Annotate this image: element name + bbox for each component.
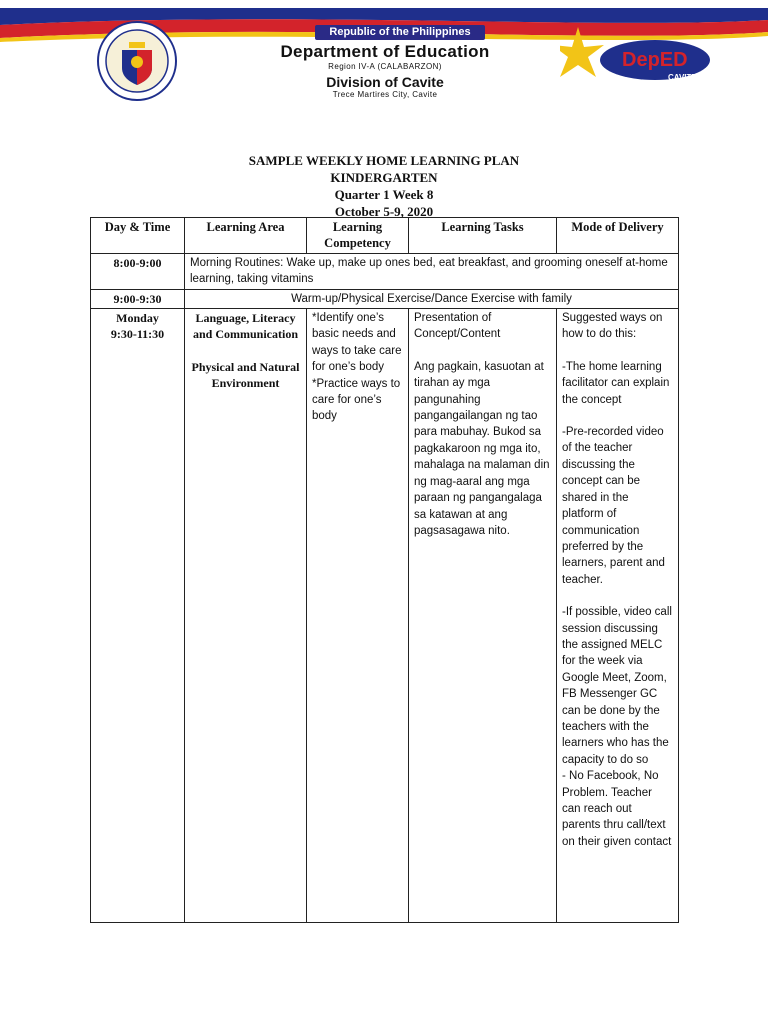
learning-tasks-cell: [409, 309, 557, 923]
task-heading: Presentation of Concept/Content: [414, 312, 501, 341]
spacer: [562, 408, 673, 424]
competency-cell: [307, 309, 409, 923]
column-header: Learning Area: [185, 218, 307, 254]
learning-area-cell: [185, 309, 307, 923]
table-row: [91, 309, 679, 923]
learning-area-1: Language, Literacy and Communication: [192, 311, 299, 342]
logo-subtext: CAVITE: [668, 73, 697, 82]
spacer: [414, 343, 551, 359]
competency-2: *Practice ways to care for one’s body: [312, 377, 401, 423]
title-line-3: Quarter 1 Week 8: [334, 187, 434, 202]
title-line-4: October 5-9, 2020: [334, 204, 434, 219]
day-time-cell: [91, 309, 185, 923]
table-header-row: [91, 218, 679, 254]
time-cell: 8:00-9:00: [91, 253, 185, 289]
table-row: [91, 253, 679, 289]
column-header: Mode of Delivery: [557, 218, 679, 254]
spacer: [562, 343, 673, 359]
time-label: 9:30-11:30: [110, 327, 165, 342]
delivery-option: -If possible, video call session discussing the assigned MELC for the week via Google Meet, Zoom, FB Messenger GC can be done by the teachers with the learners who has the capacity to do so: [562, 606, 672, 766]
day-label: Monday: [116, 311, 159, 326]
republic-label: Republic of the Philippines: [315, 25, 484, 40]
region-name: Region IV-A (CALABARZON): [328, 62, 442, 71]
title-line-1: SAMPLE WEEKLY HOME LEARNING PLAN: [248, 153, 520, 168]
column-header: Day & Time: [91, 218, 185, 254]
department-name: Department of Education: [280, 42, 490, 61]
spacer: [562, 588, 673, 604]
mode-of-delivery-cell: [557, 309, 679, 923]
delivery-intro: Suggested ways on how to do this:: [562, 312, 663, 341]
time-cell: 9:00-9:30: [91, 289, 185, 308]
title-line-2: KINDERGARTEN: [330, 170, 438, 185]
division-name: Division of Cavite: [326, 74, 444, 90]
learning-plan-table: [90, 217, 679, 923]
column-header: Learning Tasks: [409, 218, 557, 254]
deped-seal-logo: [96, 20, 178, 102]
competency-1: *Identify one’s basic needs and ways to take care for one’s body: [312, 312, 402, 374]
document-title: [90, 152, 678, 220]
table-row: [91, 289, 679, 308]
delivery-option: - No Facebook, No Problem. Teacher can reach out parents thru call/text on their given contact: [562, 770, 672, 848]
delivery-option: -Pre-recorded video of the teacher discussing the concept can be shared in the platform of communication preferred by the learners, parent and teacher.: [562, 426, 665, 586]
deped-cavite-logo: [560, 20, 720, 90]
learning-area-2: Physical and Natural Environment: [191, 359, 300, 391]
header-text-block: [215, 22, 555, 100]
logo-text: DepED: [622, 49, 688, 71]
city-name: Trece Martires City, Cavite: [332, 90, 438, 99]
spacer: [190, 343, 301, 359]
warmup-cell: Warm-up/Physical Exercise/Dance Exercise with family: [185, 289, 679, 308]
delivery-option: -The home learning facilitator can explain the concept: [562, 360, 670, 406]
task-text: Ang pagkain, kasuotan at tirahan ay mga pangunahing pangangailangan ng tao para mabuhay. Bukod sa pagkakaroon ng mga ito, mahalaga na malaman din ng mag-aaral ang mga paraan ng pangangalaga sa katawan at ang pagsasagawa nito.: [414, 360, 550, 537]
routine-cell: Morning Routines: Wake up, make up ones bed, eat breakfast, and grooming oneself at-home learning, taking vitamins: [185, 253, 679, 289]
column-header: Learning Competency: [307, 218, 409, 254]
